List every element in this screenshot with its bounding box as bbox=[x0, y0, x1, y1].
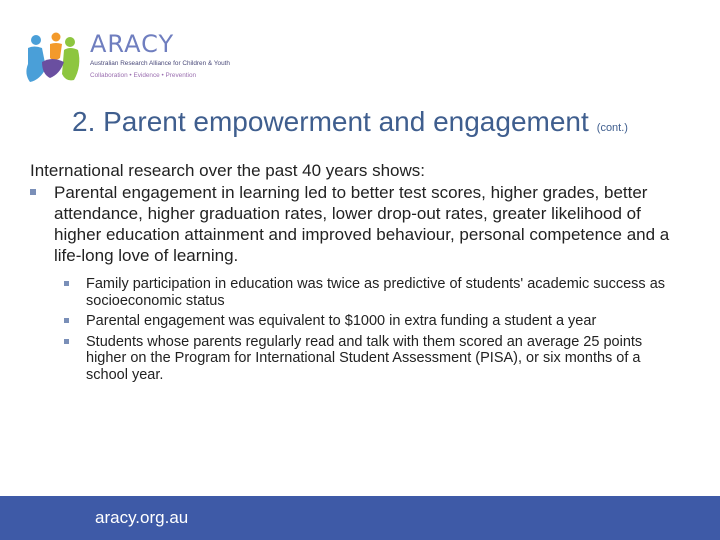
logo-tagline: Collaboration • Evidence • Prevention bbox=[90, 72, 197, 79]
logo-wordmark: ARACY bbox=[90, 30, 175, 58]
slide-body bbox=[30, 160, 680, 387]
aracy-logo bbox=[20, 28, 250, 88]
square-bullet-icon bbox=[64, 339, 69, 344]
sub-bullet-item bbox=[64, 334, 680, 384]
square-bullet-icon bbox=[64, 281, 69, 286]
slide-title bbox=[72, 106, 717, 138]
sub-bullet-text: Family participation in education was twice as predictive of students' academic success as socioeconomic status bbox=[86, 276, 666, 309]
sub-bullet-list bbox=[30, 276, 680, 383]
footer-bar bbox=[0, 496, 720, 540]
sub-bullet-item bbox=[64, 276, 680, 309]
footer-url: aracy.org.au bbox=[95, 508, 189, 527]
bullet-text: Parental engagement in learning led to better test scores, higher grades, better attendance, higher graduation rates, lower drop-out rates, greater likelihood of higher education attainment and improved behaviour, personal competence and a life-long love of learning. bbox=[54, 183, 670, 265]
aracy-figures-icon bbox=[20, 28, 84, 88]
square-bullet-icon bbox=[30, 189, 36, 195]
slide-title-suffix: (cont.) bbox=[596, 122, 628, 134]
intro-text: International research over the past 40 years shows: bbox=[30, 161, 425, 180]
slide-title-text: 2. Parent empowerment and engagement bbox=[72, 106, 589, 137]
sub-bullet-item bbox=[64, 313, 680, 330]
sub-bullet-text: Parental engagement was equivalent to $1000 in extra funding a student a year bbox=[86, 313, 597, 329]
logo-subtitle: Australian Research Alliance for Children & Youth bbox=[90, 60, 230, 67]
bullet-item bbox=[30, 182, 680, 266]
sub-bullet-text: Students whose parents regularly read and talk with them scored an average 25 points higher on the Program for International Student Assessment (PISA), or six months of a school year. bbox=[86, 333, 643, 383]
square-bullet-icon bbox=[64, 318, 69, 323]
